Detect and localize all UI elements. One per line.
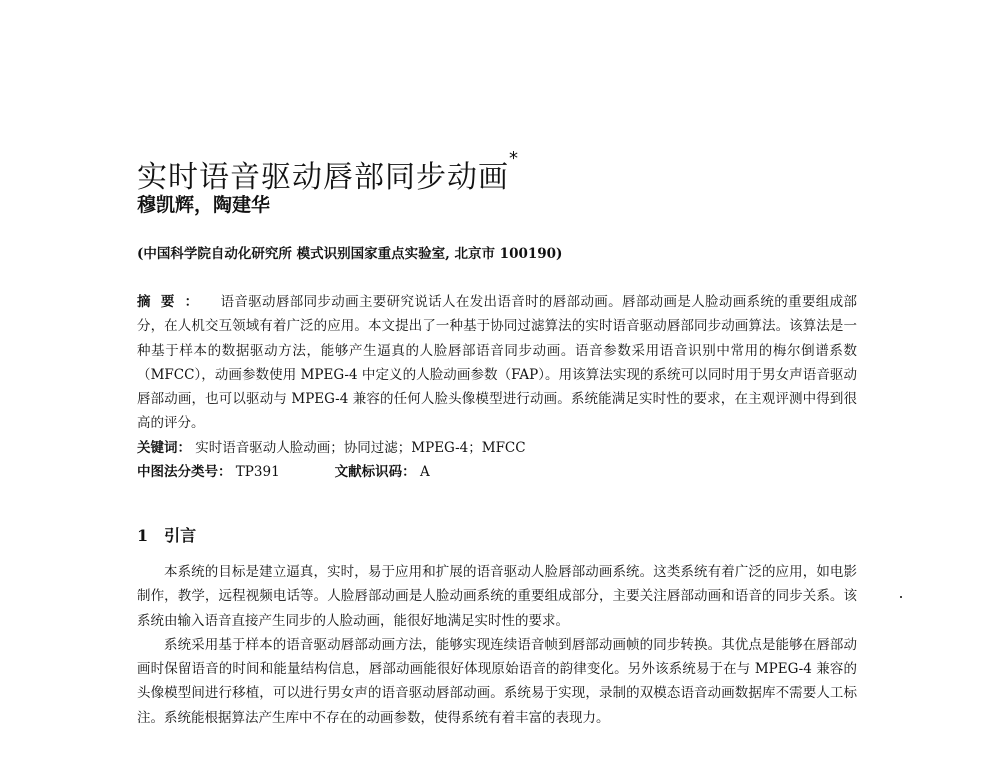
abstract-text: 语音驱动唇部同步动画主要研究说话人在发出语音时的唇部动画。唇部动画是人脸动画系统的重要组成部分，在人机交互领域有着广泛的应用。本文提出了一种基于协同过滤算法的实时语音驱动唇部同步动画算法。该算法是一种基于样本的数据驱动方法，能够产生逼真的人脸唇部语音同步动画。语音参数采用语音识别中常用的梅尔倒谱系数（MFCC），动画参数使用 MPEG-4 中定义的人脸动画参数（FAP）。用该算法实现的系统可以同时用于男女声语音驱动唇部动画，也可以驱动与 MPEG-4 兼容的任何人脸头像模型进行动画。系统能满足实时性的要求，在主观评测中得到很高的评分。 [137, 294, 857, 432]
keywords [137, 436, 526, 460]
body-text [137, 560, 857, 730]
class-value: TP391 [235, 464, 280, 480]
paragraph: 本系统的目标是建立逼真，实时，易于应用和扩展的语音驱动人脸唇部动画系统。这类系统有着广泛的应用，如电影制作，教学，远程视频电话等。人脸唇部动画是人脸动画系统的重要组成部分，主要关注唇部动画和语音的同步关系。该系统由输入语音直接产生同步的人脸动画，能很好地满足实时性的要求。 [137, 564, 857, 629]
affiliation: (中国科学院自动化研究所 模式识别国家重点实验室, 北京市 100190) [137, 246, 563, 262]
title-footnote-mark: * [509, 148, 519, 170]
classification [137, 460, 430, 484]
class-label: 中图法分类号： [137, 464, 232, 480]
section-number: 1 [137, 526, 149, 545]
section-title: 引言 [164, 526, 197, 545]
doccode-value: A [419, 464, 430, 480]
keywords-text: 实时语音驱动人脸动画；协同过滤；MPEG-4；MFCC [195, 440, 526, 456]
authors: 穆凯辉，陶建华 [137, 194, 271, 216]
section-heading [137, 523, 196, 546]
scan-speck [900, 596, 902, 598]
paper-title-text: 实时语音驱动唇部同步动画 [137, 160, 509, 196]
paragraph: 系统采用基于样本的语音驱动唇部动画方法，能够实现连续语音帧到唇部动画帧的同步转换。其优点是能够在唇部动画时保留语音的时间和能量结构信息，唇部动画能很好体现原始语音的韵律变化。另外该系统易于在与 MPEG-4 兼容的头像模型间进行移植，可以进行男女声的语音驱动唇部动画。系统易于实现，录制的双模态语音动画数据库不需要人工标注。系统能根据算法产生库中不存在的动画参数，使得系统有着丰富的表现力。 [137, 636, 857, 726]
abstract [137, 290, 857, 436]
keywords-label: 关键词： [137, 440, 191, 456]
abstract-label: 摘要： [137, 294, 209, 310]
doccode-label: 文献标识码： [334, 464, 416, 480]
